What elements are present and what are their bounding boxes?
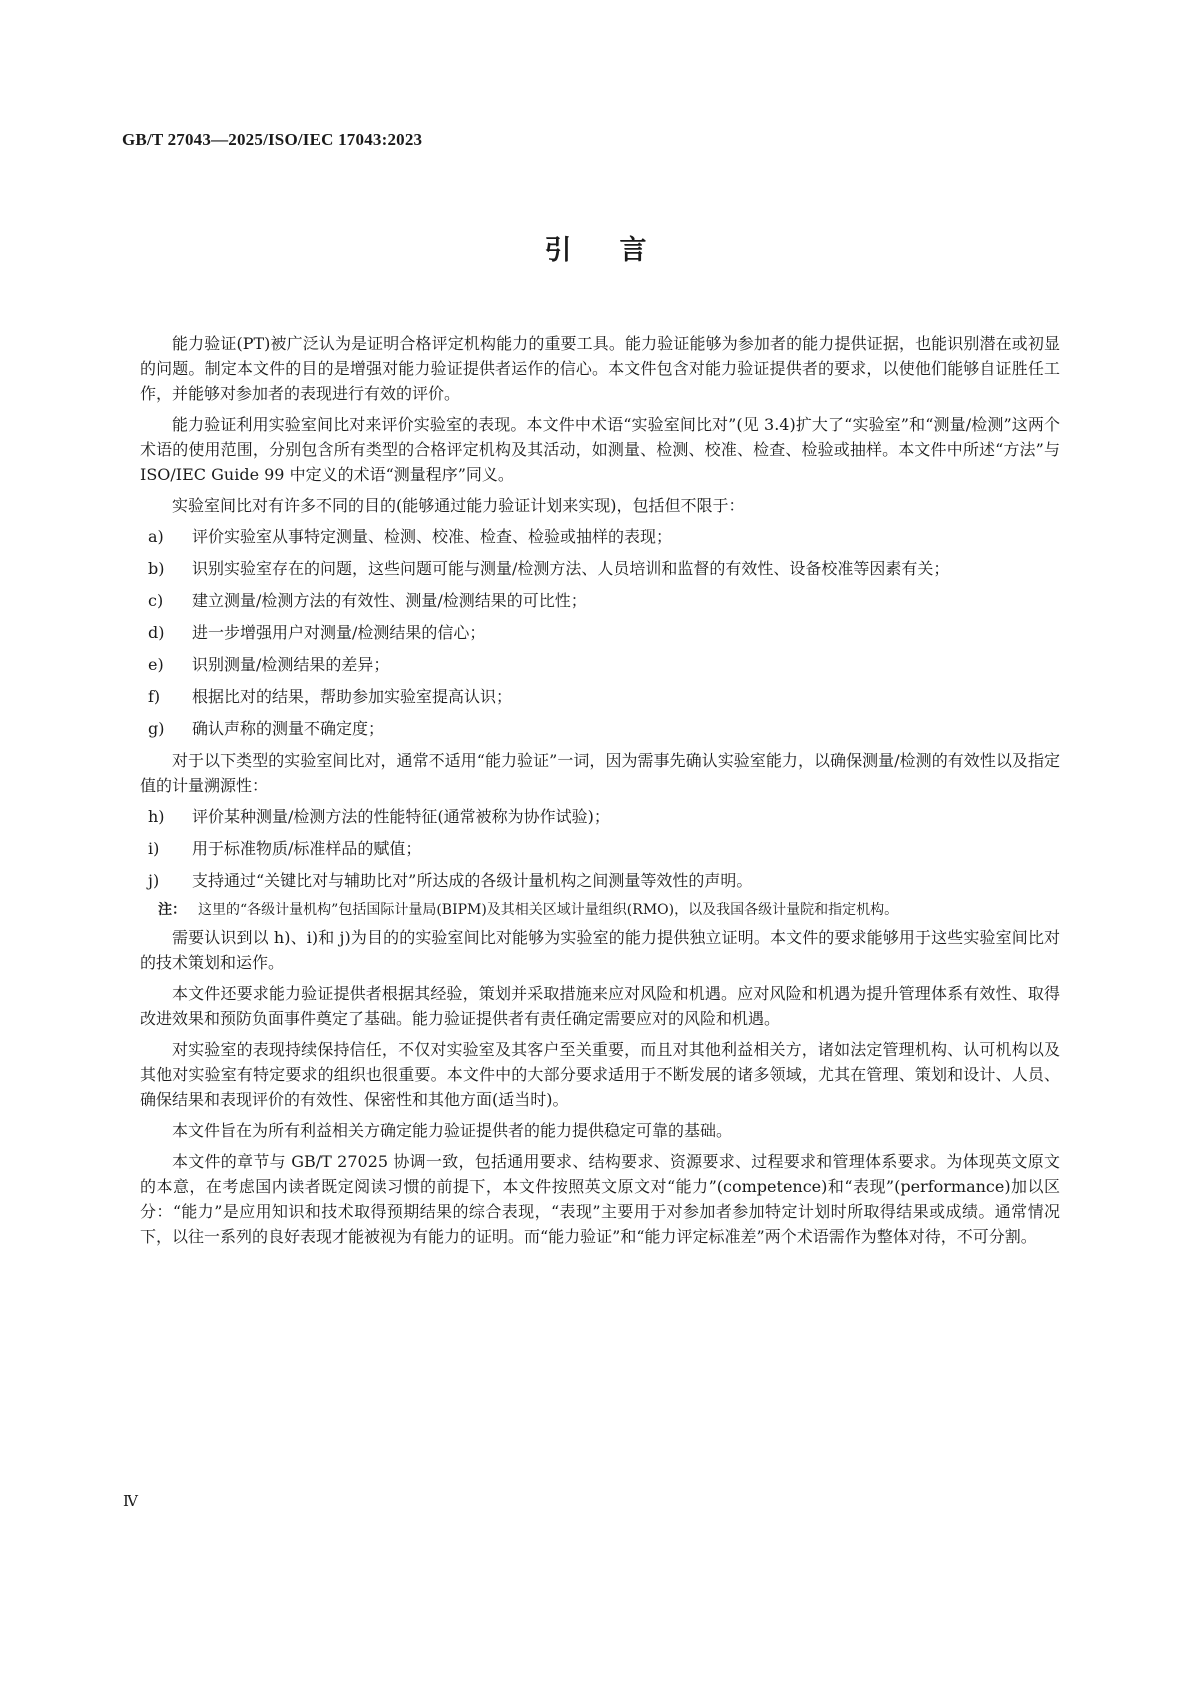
paragraph: 本文件旨在为所有利益相关方确定能力验证提供者的能力提供稳定可靠的基础。 bbox=[172, 1121, 733, 1140]
list-marker: a) bbox=[148, 527, 164, 546]
list-marker: i) bbox=[148, 839, 160, 858]
page-title: 引言 bbox=[544, 235, 695, 266]
list-item-text: 识别实验室存在的问题，这些问题可能与测量/检测方法、人员培训和监督的有效性、设备校准等因素有关； bbox=[192, 559, 950, 578]
list-item bbox=[140, 836, 1060, 861]
list-item bbox=[140, 652, 1060, 677]
list-item-text: 识别测量/检测结果的差异； bbox=[192, 655, 390, 674]
paragraph: 本文件的章节与 GB/T 27025 协调一致，包括通用要求、结构要求、资源要求、过程要求和管理体系要求。为体现英文原文的本意，在考虑国内读者既定阅读习惯的前提下，本文件按照英文原文对“能力”(competence)和“表现”(performance)加以区分：“能力”是应用知识和技术取得预期结果的综合表现，“表现”主要用于对参加者参加特定计划时所取得结果或成绩。通常情况下，以往一系列的良好表现才能被视为有能力的证明。而“能力验证”和“能力评定标准差”两个术语需作为整体对待，不可分割。 bbox=[140, 1152, 1060, 1246]
list-marker: h) bbox=[148, 807, 165, 826]
list-marker: e) bbox=[148, 655, 164, 674]
note-text: 这里的“各级计量机构”包括国际计量局(BIPM)及其相关区域计量组织(RMO)，以及我国各级计量院和指定机构。 bbox=[198, 902, 899, 918]
list-marker: c) bbox=[148, 591, 164, 610]
list-marker: g) bbox=[148, 719, 165, 738]
paragraph: 对于以下类型的实验室间比对，通常不适用“能力验证”一词，因为需事先确认实验室能力，以确保测量/检测的有效性以及指定值的计量溯源性： bbox=[140, 751, 1060, 795]
list-item bbox=[140, 716, 1060, 741]
list-item-text: 评价实验室从事特定测量、检测、校准、检查、检验或抽样的表现； bbox=[192, 527, 673, 546]
list-item-text: 根据比对的结果，帮助参加实验室提高认识； bbox=[192, 687, 513, 706]
list-item-text: 确认声称的测量不确定度； bbox=[192, 719, 385, 738]
paragraph: 本文件还要求能力验证提供者根据其经验，策划并采取措施来应对风险和机遇。应对风险和机遇为提升管理体系有效性、取得改进效果和预防负面事件奠定了基础。能力验证提供者有责任确定需要应对的风险和机遇。 bbox=[140, 984, 1060, 1028]
list-item bbox=[140, 868, 1060, 893]
list-item bbox=[140, 684, 1060, 709]
paragraph: 需要认识到以 h)、i)和 j)为目的的实验室间比对能够为实验室的能力提供独立证明。本文件的要求能够用于这些实验室间比对的技术策划和运作。 bbox=[140, 928, 1060, 972]
note bbox=[140, 900, 1060, 921]
document-body bbox=[140, 331, 1060, 1255]
paragraph: 实验室间比对有许多不同的目的(能够通过能力验证计划来实现)，包括但不限于： bbox=[172, 496, 745, 515]
paragraph: 能力验证(PT)被广泛认为是证明合格评定机构能力的重要工具。能力验证能够为参加者的能力提供证据，也能识别潜在或初显的问题。制定本文件的目的是增强对能力验证提供者运作的信心。本文件包含对能力验证提供者的要求，以使他们能够自证胜任工作，并能够对参加者的表现进行有效的评价。 bbox=[140, 334, 1060, 403]
list-item-text: 评价某种测量/检测方法的性能特征(通常被称为协作试验)； bbox=[192, 807, 610, 826]
list-item-text: 建立测量/检测方法的有效性、测量/检测结果的可比性； bbox=[192, 591, 587, 610]
list-item bbox=[140, 524, 1060, 549]
paragraph: 对实验室的表现持续保持信任，不仅对实验室及其客户至关重要，而且对其他利益相关方，诸如法定管理机构、认可机构以及其他对实验室有特定要求的组织也很重要。本文件中的大部分要求适用于不断发展的诸多领域，尤其在管理、策划和设计、人员、确保结果和表现评价的有效性、保密性和其他方面(适当时)。 bbox=[140, 1040, 1060, 1109]
list-marker: j) bbox=[148, 871, 160, 890]
purpose-list bbox=[140, 524, 1060, 741]
paragraph: 能力验证利用实验室间比对来评价实验室的表现。本文件中术语“实验室间比对”(见 3.4)扩大了“实验室”和“测量/检测”这两个术语的使用范围，分别包含所有类型的合格评定机构及其活动，如测量、检测、校准、检查、检验或抽样。本文件中所述“方法”与 ISO/IEC Guide 99 中定义的术语“测量程序”同义。 bbox=[140, 415, 1060, 484]
note-label: 注： bbox=[158, 902, 186, 918]
list-item bbox=[140, 588, 1060, 613]
list-marker: b) bbox=[148, 559, 165, 578]
list-marker: d) bbox=[148, 623, 165, 642]
list-marker: f) bbox=[148, 687, 161, 706]
list-item bbox=[140, 804, 1060, 829]
list-item bbox=[140, 556, 1060, 581]
list-item-text: 用于标准物质/标准样品的赋值； bbox=[192, 839, 422, 858]
list-item-text: 进一步增强用户对测量/检测结果的信心； bbox=[192, 623, 486, 642]
page-number: Ⅳ bbox=[123, 1494, 138, 1510]
exclusion-list bbox=[140, 804, 1060, 893]
list-item-text: 支持通过“关键比对与辅助比对”所达成的各级计量机构之间测量等效性的声明。 bbox=[192, 871, 753, 890]
standard-code: GB/T 27043—2025/ISO/IEC 17043:2023 bbox=[122, 130, 423, 149]
list-item bbox=[140, 620, 1060, 645]
